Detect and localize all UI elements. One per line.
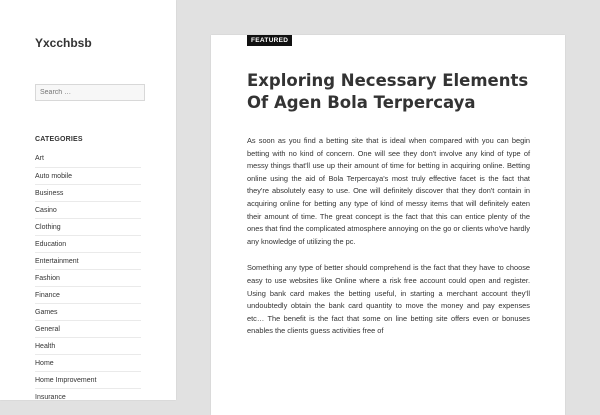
- site-title[interactable]: Yxcchbsb: [35, 36, 92, 50]
- post-body: [247, 135, 530, 352]
- category-link[interactable]: Home: [35, 354, 141, 371]
- category-link[interactable]: Home Improvement: [35, 371, 141, 388]
- featured-badge: FEATURED: [247, 35, 292, 46]
- category-link[interactable]: Entertainment: [35, 252, 141, 269]
- post-paragraph: Something any type of better should comprehend is the fact that they have to choose easy to use websites like Online where a risk free account could open and register. Using bank card makes the betting useful, in starting a merchant account they'll undoubtedly obtain the bank card quantity to move the money and pay expenses etc… The benefit is the fact that some on line betting site offers even or bonuses enables the clients guess activities free of: [247, 263, 530, 336]
- categories-heading: CATEGORIES: [35, 136, 83, 143]
- category-link[interactable]: Fashion: [35, 269, 141, 286]
- category-link[interactable]: Art: [35, 155, 44, 162]
- category-link[interactable]: Education: [35, 235, 141, 252]
- category-link[interactable]: Finance: [35, 286, 141, 303]
- category-link[interactable]: Games: [35, 303, 141, 320]
- category-link[interactable]: Clothing: [35, 218, 141, 235]
- category-list: [35, 150, 141, 405]
- post-paragraph: As soon as you find a betting site that is ideal when compared with you can begin betting with no kind of concern. One will see they don't involve any kind of type of messy things that'll use up their amount of time for betting in acquiring online. Betting online using the aid of Bola Terpercaya's most truly effective facet is the fact that they're absolutely easy to use. One will definitely discover that they don't contain in acquiring online for betting any type of kind of messy items that will definitely eaten their amount of time. The great concept is the fact that this can entice plenty of the ones that find the complicated atmosphere annoying on the go or clients who've hardly any knowledge of utilizing the pc.: [247, 136, 530, 246]
- category-link[interactable]: Insurance: [35, 388, 141, 405]
- category-link[interactable]: Auto mobile: [35, 167, 141, 184]
- article: [211, 35, 565, 415]
- category-link[interactable]: Health: [35, 337, 141, 354]
- category-link[interactable]: Business: [35, 184, 141, 201]
- sidebar: [0, 0, 176, 400]
- category-link[interactable]: General: [35, 320, 141, 337]
- search-input[interactable]: [35, 84, 145, 101]
- category-link[interactable]: Casino: [35, 201, 141, 218]
- post-title[interactable]: Exploring Necessary Elements Of Agen Bola Terpercaya: [247, 71, 529, 112]
